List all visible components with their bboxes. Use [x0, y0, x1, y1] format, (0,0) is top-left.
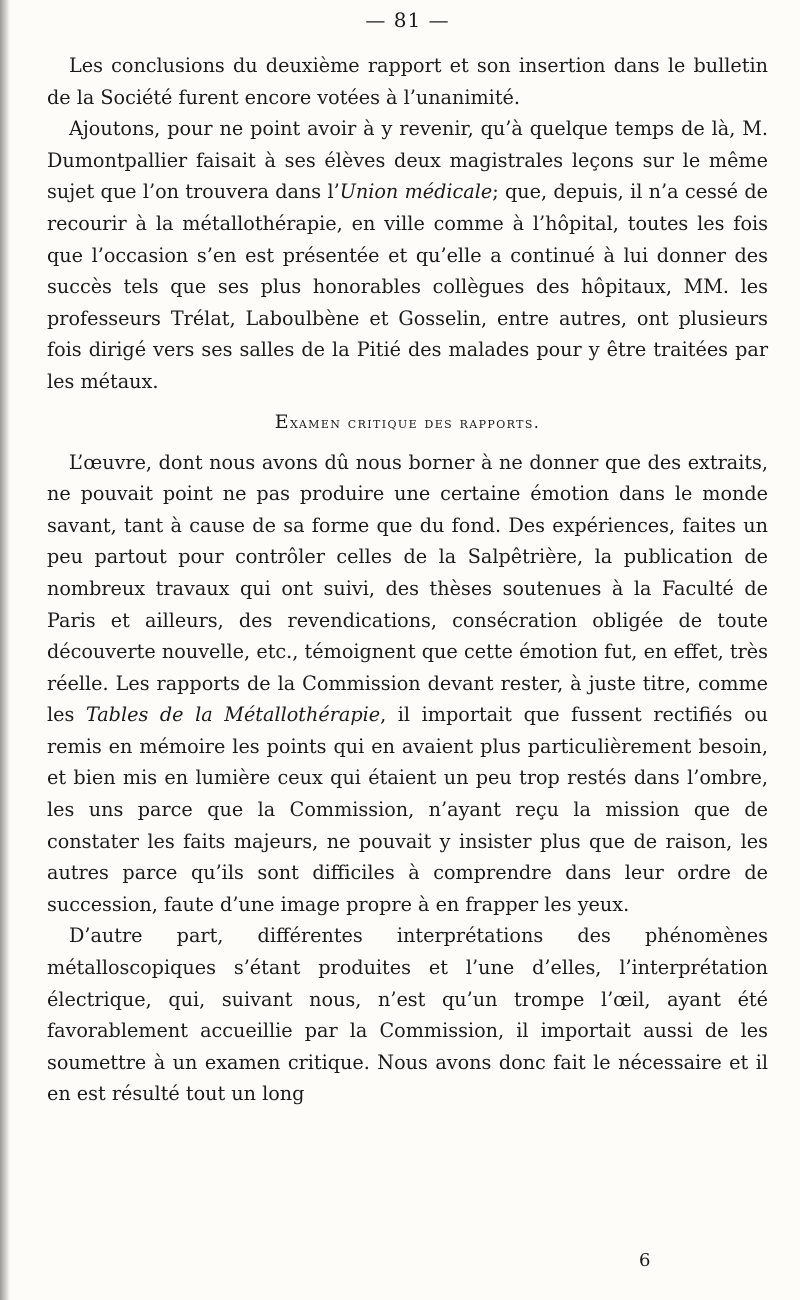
paragraph-dumontpallier-text-a: Ajoutons, pour ne point avoir à y revenir, qu’à quelque temps de là, M. Dumontpallier faisait à ses élèves deux magistrales leçons sur le même sujet que l’on trouvera dans l’ [47, 117, 768, 204]
title-tables-metallotherapie: Tables de la Métallothérapie [85, 703, 381, 727]
paragraph-critique [47, 447, 768, 921]
paragraph-conclusions: Les conclusions du deuxième rapport et son insertion dans le bulletin de la Société furent encore votées à l’unanimité. [47, 54, 768, 109]
printer-signature-mark: 6 [639, 1250, 651, 1271]
journal-title-union-medicale: Union médicale [339, 180, 493, 204]
page-binding-edge [0, 0, 10, 1300]
paragraph-dumontpallier-text-b: ; que, depuis, il n’a cessé de recourir à la métallothérapie, en ville comme à l’hôpital, toutes les fois que l’occasion s’en est présentée et qu’elle a continué à lui donner des succès tels que ses plus honorables collègues des hôpitaux, MM. les professeurs Trélat, Laboulbène et Gosselin, entre autres, ont plusieurs fois dirigé vers ses salles de la Pitié des malades pour y être traitées par les métaux. [47, 180, 768, 393]
document-page [47, 0, 768, 1300]
paragraph-dumontpallier [47, 113, 768, 397]
paragraph-interpretations: D’autre part, différentes interprétations des phénomènes métalloscopiques s’étant produites et l’une d’elles, l’interprétation électrique, qui, suivant nous, n’est qu’un trompe l’œil, ayant été favorablement accueillie par la Commission, il importait aussi de les soumettre à un examen critique. Nous avons donc fait le nécessaire et il en est résulté tout un long [47, 924, 768, 1106]
paragraph-critique-text-b: , il importait que fussent rectifiés ou remis en mémoire les points qui en avaient plus particulièrement besoin, et bien mis en lumière ceux qui étaient un peu trop restés dans l’ombre, les uns parce que la Commission, n’ayant reçu la mission que de constater les faits majeurs, ne pouvait y insister plus que de raison, les autres parce qu’ils sont difficiles à comprendre dans leur ordre de succession, faute d’une image propre à en frapper les yeux. [47, 703, 768, 916]
section-heading-rest: xamen critique des rapports. [289, 412, 541, 432]
page-number: — 81 — [365, 8, 450, 32]
section-heading-initial: E [274, 410, 290, 433]
section-heading [47, 410, 768, 435]
paragraph-critique-text-a: L’œuvre, dont nous avons dû nous borner à ne donner que des extraits, ne pouvait point ne pas produire une certaine émotion dans le monde savant, tant à cause de sa forme que du fond. Des expériences, faites un peu partout pour contrôler celles de la Salpêtrière, la publication de nombreux travaux qui ont suivi, des thèses soutenues à la Faculté de Paris et ailleurs, des revendications, consécration obligée de toute découverte nouvelle, etc., témoignent que cette émotion fut, en effet, très réelle. Les rapports de la Commission devant rester, à juste titre, comme les [47, 450, 768, 727]
text-block [47, 50, 768, 1110]
